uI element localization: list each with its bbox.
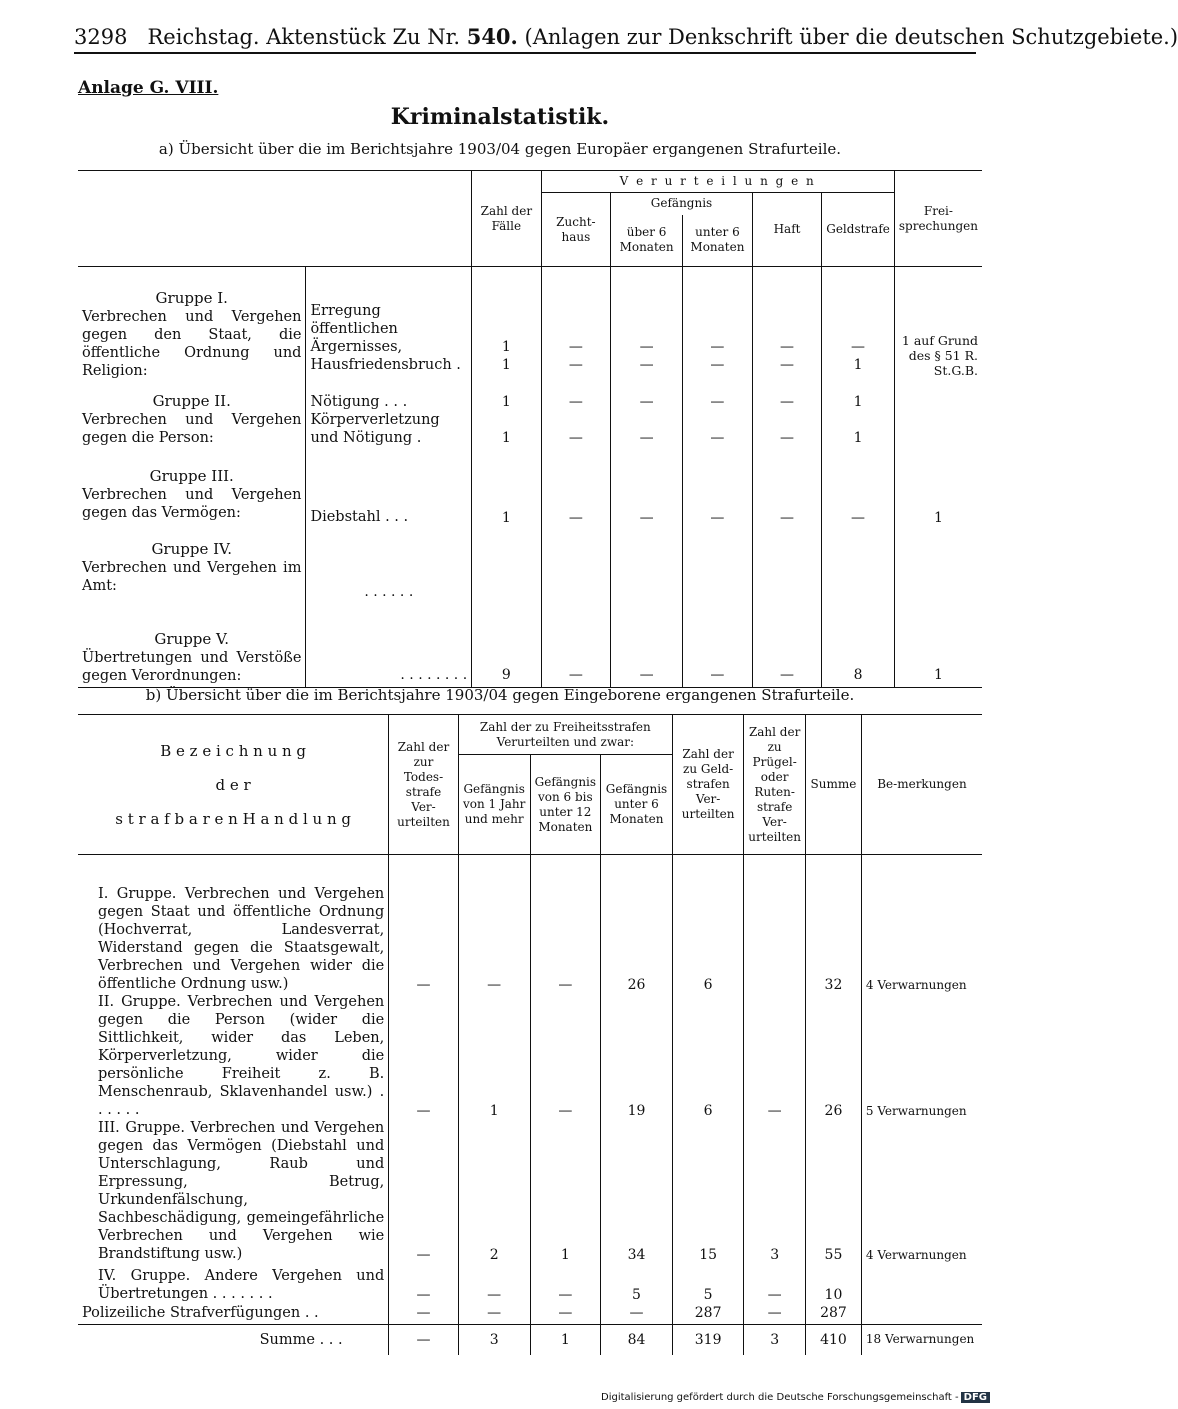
offense: Erregung öffentlichen Ärgernisses, [310,302,403,355]
cell: — [389,1303,458,1325]
cell: 10 [806,1263,862,1303]
cell: 55 [806,1119,862,1263]
cell: — [639,393,654,410]
th-ueber: über 6 Monaten [611,215,683,267]
table-b-row [78,993,982,1119]
group-1-frei: 1 auf Grund des § 51 R. St.G.B. [901,332,978,378]
cell: 1 [501,393,511,410]
cell: — [683,606,753,688]
group-3-desc [78,460,306,530]
cell: — [568,338,583,355]
cell: — [752,606,821,688]
cell: — [389,1119,458,1263]
th-frei: Frei-sprechungen [894,171,982,267]
th-bem: Be-merkungen [861,715,982,855]
group-2-desc [78,380,306,460]
group-3-offenses [306,460,472,530]
table-b [78,714,982,1355]
group-2-frei [894,380,982,460]
cell: — [458,1303,530,1325]
table-b-total [78,1325,982,1355]
th-geld: Zahl der zu Geld-strafen Ver-urteilten [672,715,743,855]
cell: — [639,338,654,355]
footer-text: Digitalisierung gefördert durch die Deutsche Forschungsgemeinschaft - [601,1392,959,1403]
cell: 287 [672,1303,743,1325]
group-5-text: Übertretungen und Verstöße gegen Verordnungen: [82,650,302,684]
group-5-offenses: . . . . . . . . [306,606,472,688]
table-b-row [78,1119,982,1263]
cell: 6 [672,875,743,993]
th-bez-1: B e z e i c h n u n g [160,741,307,760]
cell: 8 [822,606,895,688]
total-bem: 18 Verwarnungen [865,1332,975,1347]
cell: — [744,1303,806,1325]
row-bem: 5 Verwarnungen [865,1103,967,1118]
header-number: 540. [466,24,518,49]
cell: 34 [601,1119,673,1263]
header-rule [74,52,976,54]
table-a-group-2 [78,380,982,460]
cell: — [389,875,458,993]
cell: 2 [458,1119,530,1263]
cell: — [744,993,806,1119]
th-g2: Gefängnis von 6 bis unter 12 Monaten [530,755,600,855]
cell: — [530,993,600,1119]
th-zuchthaus: Zucht-haus [541,193,611,267]
cell: — [780,356,795,373]
cell: — [530,875,600,993]
table-a-group-4 [78,530,982,606]
row-num: I. [98,885,109,902]
cell: 1 [501,338,511,355]
cell: 287 [806,1303,862,1325]
group-3-text: Verbrechen und Vergehen gegen das Vermögen: [82,487,302,521]
row-desc [78,993,389,1119]
cell: — [710,356,725,373]
th-g3: Gefängnis unter 6 Monaten [601,755,673,855]
cell: 3 [744,1119,806,1263]
table-a-caption: a) Übersicht über die im Berichtsjahre 1903/04 gegen Europäer ergangenen Strafurteile. [158,140,842,158]
cell: — [541,460,611,530]
row-num: IV. [98,1267,117,1284]
row-desc [78,1119,389,1263]
row-text: Gruppe. Andere Vergehen und Übertretungen . . . . . . . [98,1267,385,1302]
total-label: Summe . . . [78,1325,389,1355]
offense: Nötigung . . . [310,393,408,410]
offense: Hausfriedensbruch . [310,356,461,373]
group-4-desc [78,530,306,606]
cell: — [530,1303,600,1325]
cell: 410 [806,1325,862,1355]
dfg-logo: DFG [961,1392,990,1403]
table-b-row [78,875,982,993]
row-desc [78,1263,389,1303]
th-unter: unter 6 Monaten [683,215,753,267]
th-g1: Gefängnis von 1 Jahr und mehr [458,755,530,855]
group-5-frei: 1 [933,667,943,683]
table-b-row [78,1263,982,1303]
cell: 1 [472,460,541,530]
th-gefaengnis: Gefängnis [611,193,753,215]
th-freiheit: Zahl der zu Freiheitsstrafen Verurteilten und zwar: [458,715,672,755]
cell: 1 [458,993,530,1119]
header-source: Reichstag. Aktenstück Zu Nr. [147,25,461,49]
group-5-label: Gruppe V. [154,630,230,648]
cell: — [601,1303,673,1325]
row-num: II. [98,993,115,1010]
cell: 3 [744,1325,806,1355]
group-2-label: Gruppe II. [152,392,231,410]
cell: — [752,460,821,530]
cell: — [710,393,725,410]
row-bem: 4 Verwarnungen [865,1247,967,1262]
table-a-group-5 [78,606,982,688]
cell: 1 [853,429,863,446]
cell: — [458,1263,530,1303]
cell: 26 [806,993,862,1119]
th-bez-3: s t r a f b a r e n H a n d l u n g [115,809,351,828]
group-3-label: Gruppe III. [149,467,234,485]
cell: 19 [601,993,673,1119]
group-4-offenses: . . . . . . [306,530,472,606]
cell: — [458,875,530,993]
th-bezeichnung [78,715,389,855]
cell: 26 [601,875,673,993]
cell: — [780,338,795,355]
footer [601,1392,990,1403]
offense: Diebstahl . . . [310,508,409,525]
cell: 5 [672,1263,743,1303]
cell: — [611,606,683,688]
row-bem [861,1303,982,1325]
cell: — [541,606,611,688]
cell: 1 [530,1119,600,1263]
cell: 15 [672,1119,743,1263]
row-bem [861,1263,982,1303]
th-tod: Zahl der zur Todes-strafe Ver-urteilten [389,715,458,855]
cell: 9 [472,606,541,688]
table-a-group-3 [78,460,982,530]
cell: 3 [458,1325,530,1355]
table-a-group-1 [78,289,982,380]
anlage-label: Anlage G. VIII. [78,78,219,98]
row-text: Gruppe. Verbrechen und Vergehen gegen Staat und öffentliche Ordnung (Hochverrat, Landesverrat, Widerstand gegen die Staatsgewalt, Verbrechen und Vergehen wider die öffentliche Ordnung usw.) [98,885,385,992]
row-desc: Polizeiliche Strafverfügungen . . [78,1303,389,1325]
th-summe: Summe [806,715,862,855]
table-b-row [78,1303,982,1325]
cell: — [710,338,725,355]
group-1-label: Gruppe I. [155,288,228,307]
group-2-text: Verbrechen und Vergehen gegen die Person: [82,412,302,446]
th-geldstrafe: Geldstrafe [822,193,895,267]
cell [744,875,806,993]
cell: — [568,356,583,373]
th-faelle: Zahl der Fälle [472,171,541,267]
cell: 32 [806,875,862,993]
group-3-frei: 1 [933,509,943,526]
cell: — [568,393,583,410]
cell: 1 [501,429,511,446]
group-2-offenses [306,380,472,460]
row-bem: 4 Verwarnungen [865,977,967,992]
cell: 84 [601,1325,673,1355]
page-number: 3298 [74,25,128,49]
page-header [74,24,1178,49]
cell: — [389,993,458,1119]
cell: — [851,338,866,355]
cell: 1 [530,1325,600,1355]
cell: — [389,1325,458,1355]
th-verurteilungen: V e r u r t e i l u n g e n [541,171,894,193]
cell: 1 [853,393,863,410]
group-4-text: Verbrechen und Vergehen im Amt: [82,560,302,594]
header-subject: (Anlagen zur Denkschrift über die deutschen Schutzgebiete.) [524,25,1178,49]
cell: — [780,393,795,410]
cell: — [530,1263,600,1303]
cell: 6 [672,993,743,1119]
cell: — [639,429,654,446]
row-text: Gruppe. Verbrechen und Vergehen gegen die Person (wider die Sittlichkeit, wider das Leben, Körperverletzung, wider die persönliche Freiheit z. B. Menschenraub, Sklavenhandel usw.) . . . . . . [98,993,385,1118]
th-pruegel: Zahl der zu Prügel-oder Ruten-strafe Ver-urteilten [744,715,806,855]
group-1-offenses [306,289,472,380]
group-4-label: Gruppe IV. [151,540,233,558]
group-5-desc [78,606,306,688]
page-title: Kriminalstatistik. [390,104,610,130]
cell: — [683,460,753,530]
group-1-text: Verbrechen und Vergehen gegen den Staat, die öffentliche Ordnung und Religion: [82,308,302,379]
cell: — [389,1263,458,1303]
cell: — [780,429,795,446]
cell: 1 [501,356,511,373]
cell: — [822,460,895,530]
cell: — [639,356,654,373]
row-text: Gruppe. Verbrechen und Vergehen gegen das Vermögen (Diebstahl und Unterschlagung, Raub und Erpressung, Betrug, Urkundenfälschung, Sachbeschädigung, gemeingefährliche Verbrechen und Vergehen wie Brandstiftung usw.) [98,1119,385,1262]
row-desc [78,875,389,993]
th-bez-2: d e r [215,775,251,794]
cell: — [710,429,725,446]
cell: 319 [672,1325,743,1355]
table-b-caption: b) Übersicht über die im Berichtsjahre 1903/04 gegen Eingeborene ergangenen Strafurteile. [145,686,855,704]
table-a-blank-head [78,171,472,267]
cell: 1 [853,356,863,373]
offense: Körperverletzung und Nötigung . [310,411,440,446]
cell: — [611,460,683,530]
row-num: III. [98,1119,120,1136]
th-haft: Haft [752,193,821,267]
cell: — [568,429,583,446]
table-a [78,170,982,688]
cell: — [744,1263,806,1303]
cell: 5 [601,1263,673,1303]
group-1-desc [78,289,306,380]
